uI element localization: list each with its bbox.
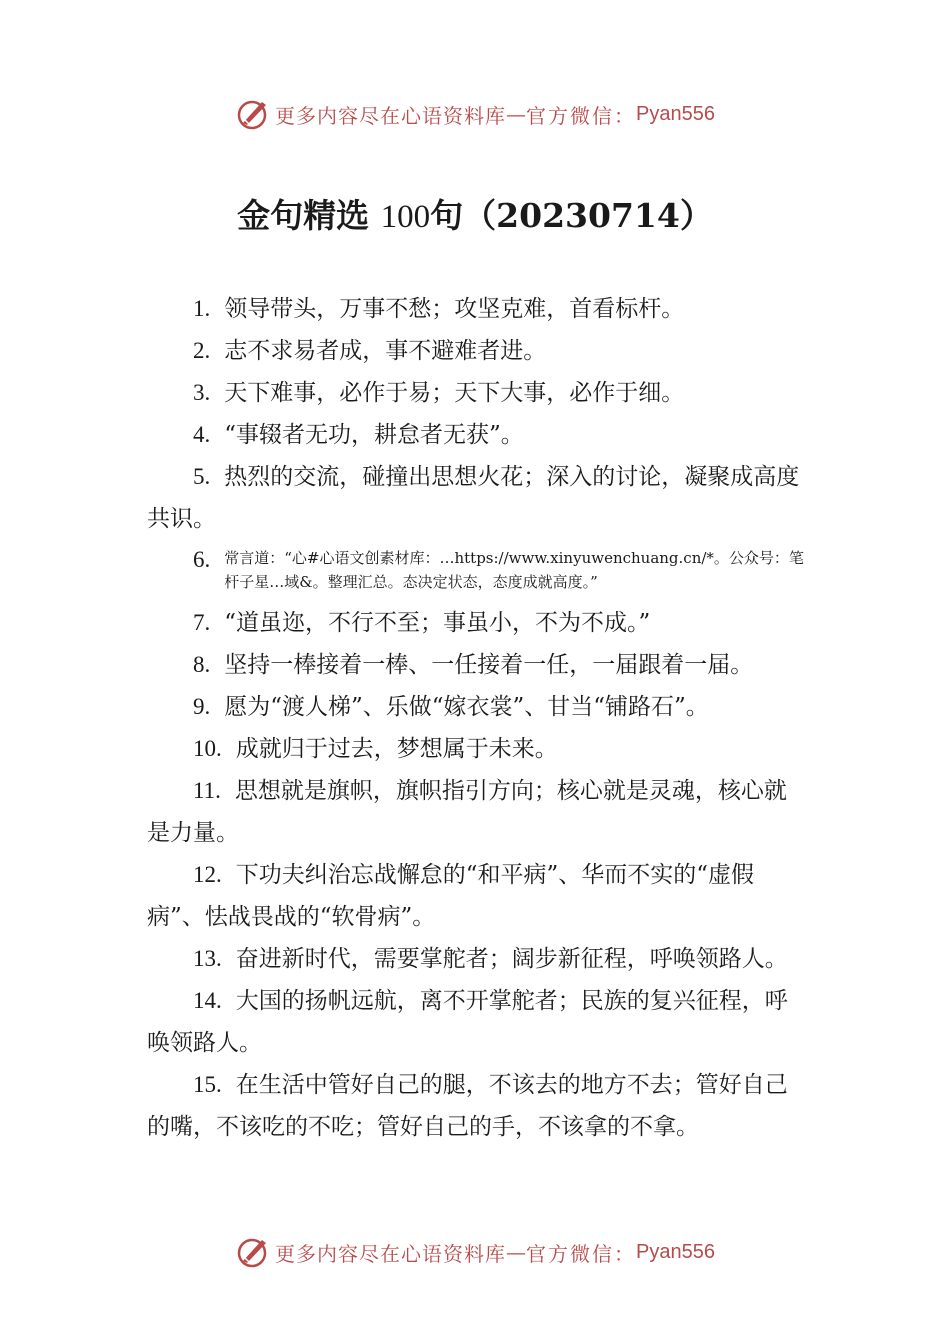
banner-label: 官方微信： — [526, 1241, 637, 1266]
banner-wechat-id: Pyan556 — [636, 1240, 715, 1263]
banner-wechat-id: Pyan556 — [636, 102, 715, 125]
list-item — [147, 770, 807, 854]
item-number: 11. — [193, 778, 221, 803]
list-item — [147, 686, 807, 728]
quote-list — [147, 288, 807, 1148]
list-item — [147, 456, 807, 540]
list-item — [147, 288, 807, 330]
item-text: 热烈的交流，碰撞出思想火花；深入的讨论，凝聚成高度共识。 — [147, 464, 800, 532]
list-item — [147, 414, 807, 456]
item-number: 15. — [193, 1072, 222, 1097]
title-main: 金句精选 — [237, 196, 370, 235]
item-text: 志不求易者成，事不避难者进。 — [224, 338, 547, 364]
item-text: 奋进新时代，需要掌舵者；阔步新征程，呼唤领路人。 — [235, 946, 788, 972]
item-text: 领导带头，万事不愁；攻坚克难，首看标杆。 — [224, 296, 685, 322]
header-banner — [0, 94, 950, 134]
item-text: 大国的扬帆远航，离不开掌舵者；民族的复兴征程，呼唤领路人。 — [147, 988, 788, 1056]
item-text: 思想就是旗帜，旗帜指引方向；核心就是灵魂，核心就是力量。 — [147, 778, 787, 846]
list-item — [147, 644, 807, 686]
list-item — [147, 728, 807, 770]
list-item — [147, 938, 807, 980]
item-text: “事辍者无功，耕怠者无获”。 — [224, 422, 524, 448]
list-item — [147, 602, 807, 644]
page-title — [0, 190, 950, 237]
item-text: 常言道：“心#心语文创素材库：…https://www.xinyuwenchuang.cn/*。公众号：笔杆子星…域&。整理汇总。态决定状态，态度成就高度。” — [224, 549, 804, 591]
banner-separator: — — [506, 1240, 527, 1264]
item-number: 10. — [193, 736, 222, 761]
banner-text: 更多内容尽在心语资料库 — [275, 103, 507, 128]
item-number: 14. — [193, 988, 222, 1013]
item-number: 5. — [193, 464, 211, 489]
banner-text: 更多内容尽在心语资料库 — [275, 1241, 507, 1266]
list-item — [147, 546, 807, 594]
item-number: 2. — [193, 338, 211, 363]
title-suffix: 句（20230714） — [430, 196, 713, 235]
item-text: “道虽迩，不行不至；事虽小，不为不成。” — [224, 610, 651, 636]
item-number: 7. — [193, 610, 211, 635]
item-text: 坚持一棒接着一棒、一任接着一任，一届跟着一届。 — [224, 652, 754, 678]
quill-pen-logo-icon — [235, 1234, 271, 1270]
item-text: 成就归于过去，梦想属于未来。 — [235, 736, 558, 762]
item-number: 6. — [193, 547, 211, 572]
item-number: 9. — [193, 694, 211, 719]
item-text: 愿为“渡人梯”、乐做“嫁衣裳”、甘当“铺路石”。 — [224, 694, 709, 720]
list-item — [147, 372, 807, 414]
banner-separator: — — [506, 102, 527, 126]
banner-label: 官方微信： — [526, 103, 637, 128]
item-number: 12. — [193, 862, 222, 887]
title-number: 100 — [380, 199, 431, 235]
quill-pen-logo-icon — [235, 96, 271, 132]
item-text: 天下难事，必作于易；天下大事，必作于细。 — [224, 380, 685, 406]
list-item — [147, 854, 807, 938]
item-text: 在生活中管好自己的腿，不该去的地方不去；管好自己的嘴，不该吃的不吃；管好自己的手，不该拿的不拿。 — [147, 1072, 788, 1140]
item-number: 8. — [193, 652, 211, 677]
item-number: 4. — [193, 422, 211, 447]
footer-banner — [0, 1232, 950, 1272]
item-number: 1. — [193, 296, 211, 321]
list-item — [147, 330, 807, 372]
item-number: 13. — [193, 946, 222, 971]
item-number: 3. — [193, 380, 211, 405]
item-text: 下功夫纠治忘战懈怠的“和平病”、华而不实的“虚假病”、怯战畏战的“软骨病”。 — [147, 862, 755, 930]
list-item — [147, 980, 807, 1064]
list-item — [147, 1064, 807, 1148]
